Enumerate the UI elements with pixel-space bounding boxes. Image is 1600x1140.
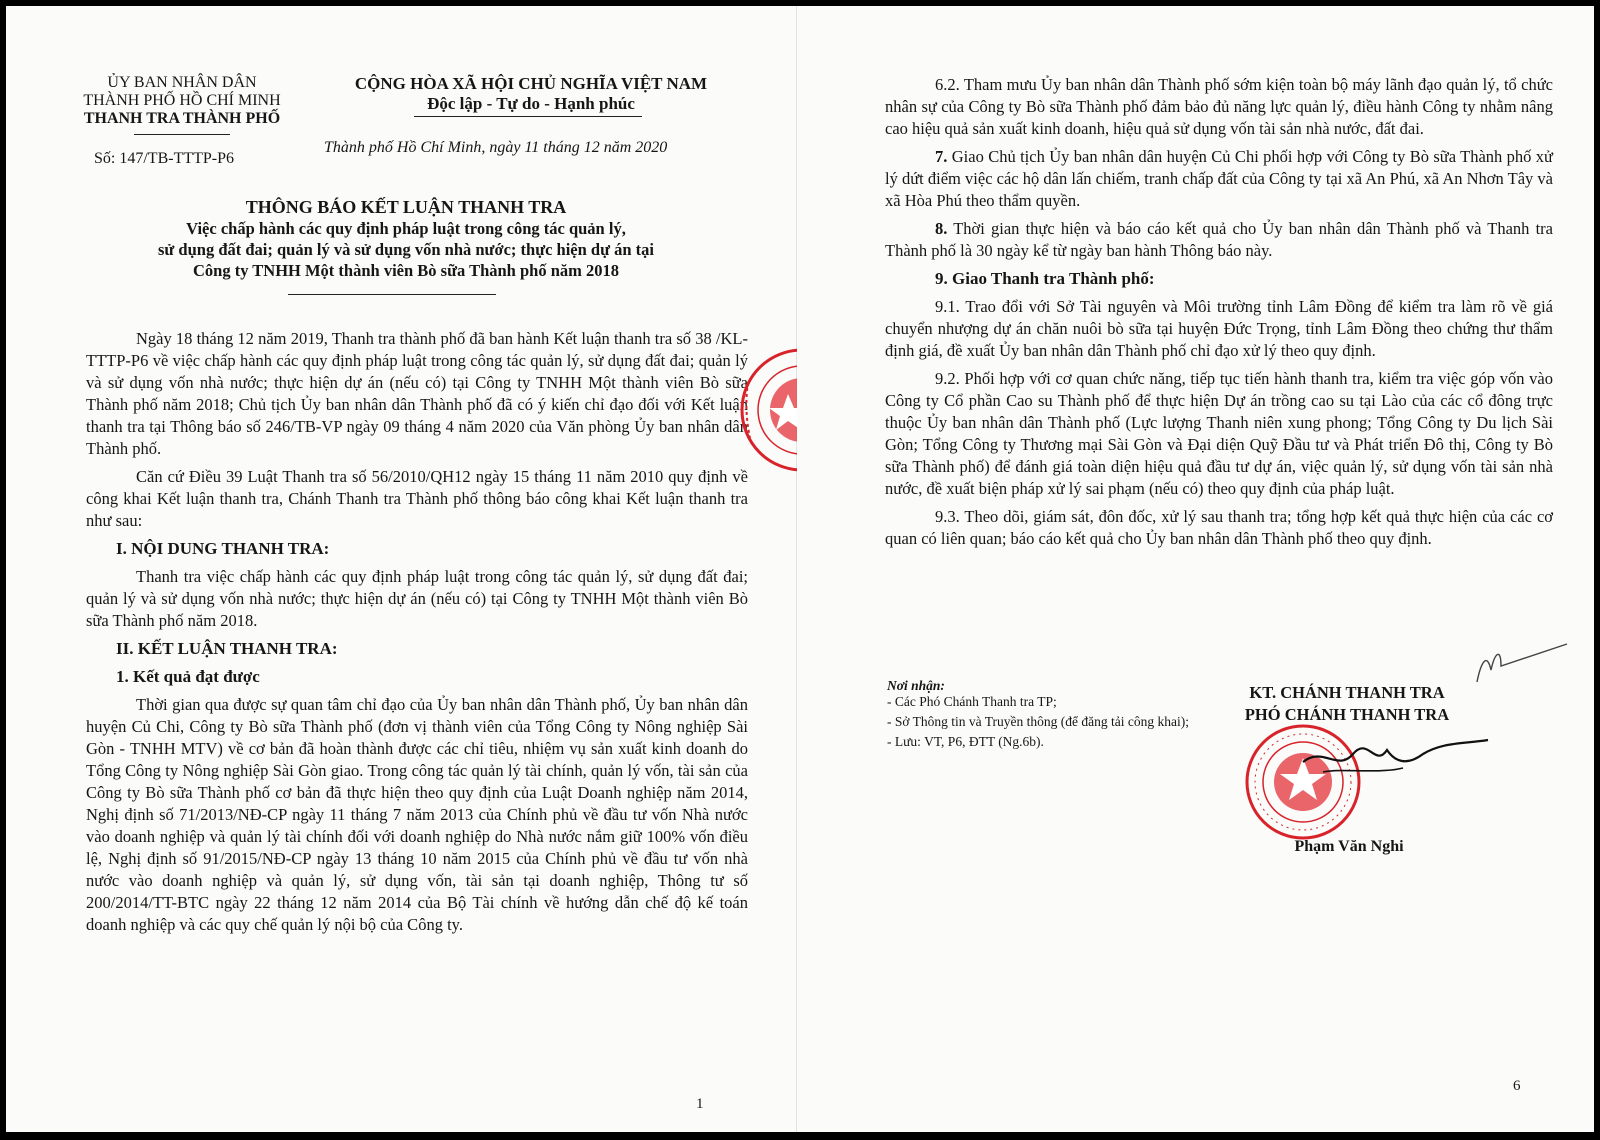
page-number-right: 6: [1513, 1078, 1521, 1094]
recipient-1: - Các Phó Chánh Thanh tra TP;: [887, 694, 1057, 709]
item-8: [885, 218, 1553, 262]
item-8-label: 8.: [935, 219, 948, 238]
official-seal-partial: [736, 342, 798, 478]
item-6-2: 6.2. Tham mưu Ủy ban nhân dân Thành phố sớm kiện toàn bộ máy lãnh đạo quản lý, tổ chức nhân sự của Công ty Bò sữa Thành phố đảm bảo đủ năng lực quản lý, điều hành Công ty nhằm nâng cao hiệu quả sản xuất kinh doanh, hiệu quả sử dụng vốn tài sản nhà nước, đất đai.: [885, 75, 1553, 138]
signer-title-2: PHÓ CHÁNH THANH TRA: [1244, 705, 1450, 724]
subtitle-line-3: Công ty TNHH Một thành viên Bò sữa Thành phố năm 2018: [192, 261, 620, 280]
country-name: CỘNG HÒA XÃ HỘI CHỦ NGHĨA VIỆT NAM: [354, 74, 708, 93]
org-underline: [134, 134, 230, 135]
issuing-organization: [68, 74, 296, 128]
recipients-block: [887, 678, 1197, 750]
org-line-3: THANH TRA THÀNH PHỐ: [83, 110, 281, 127]
document-title-block: [66, 196, 746, 281]
document-number: Số: 147/TB-TTTP-P6: [94, 150, 235, 167]
document-frame: [6, 6, 1594, 1132]
item-8-text: Thời gian thực hiện và báo cáo kết quả cho Ủy ban nhân dân Thành phố và Thanh tra Thành phố là 30 ngày kể từ ngày ban hành Thông báo này.: [885, 219, 1553, 260]
page-number-left: 1: [696, 1096, 704, 1112]
item-9-3: 9.3. Theo dõi, giám sát, đôn đốc, xử lý sau thanh tra; tổng hợp kết quả thực hiện của các cơ quan có liên quan; báo cáo kết quả cho Ủy ban nhân dân Thành phố theo quy định.: [885, 507, 1553, 548]
item-9-heading: 9. Giao Thanh tra Thành phố:: [935, 269, 1155, 288]
right-page: [797, 6, 1594, 1132]
title-underline: [288, 294, 496, 295]
recipient-3: - Lưu: VT, P6, ĐTT (Ng.6b).: [887, 734, 1044, 749]
date-line: Thành phố Hồ Chí Minh, ngày 11 tháng 12 năm 2020: [324, 139, 668, 156]
recipient-2: - Sở Thông tin và Truyền thông (để đăng tải công khai);: [887, 714, 1189, 729]
recipients-label: Nơi nhận:: [887, 678, 945, 693]
section-2-heading: II. KẾT LUẬN THANH TRA:: [116, 639, 338, 658]
item-7-text: Giao Chủ tịch Ủy ban nhân dân huyện Củ Chi phối hợp với Công ty Bò sữa Thành phố xử lý dứt điểm việc các hộ dân lấn chiếm, tranh chấp đất của Công ty tại xã An Phú, xã An Nhơn Tây và xã Hòa Phú theo thẩm quyền.: [885, 147, 1553, 210]
right-body: [885, 74, 1553, 556]
org-line-2: THÀNH PHỐ HỒ CHÍ MINH: [83, 92, 281, 109]
national-motto: Độc lập - Tự do - Hạnh phúc: [427, 94, 635, 113]
subtitle-line-1: Việc chấp hành các quy định pháp luật trong công tác quản lý,: [186, 219, 626, 238]
item-7: [885, 146, 1553, 212]
signer-name: Phạm Văn Nghi: [1294, 838, 1404, 855]
item-7-label: 7.: [935, 147, 948, 166]
initials-mark: [1471, 642, 1571, 692]
section-1-heading: I. NỘI DUNG THANH TRA:: [116, 539, 330, 558]
signer-title-1: KT. CHÁNH THANH TRA: [1249, 683, 1445, 702]
org-line-1: ỦY BAN NHÂN DÂN: [107, 74, 257, 91]
document-title: THÔNG BÁO KẾT LUẬN THANH TRA: [245, 197, 567, 217]
item-9-1: 9.1. Trao đổi với Sở Tài nguyên và Môi trường tỉnh Lâm Đồng để kiểm tra làm rõ về giá chuyển nhượng dự án chăn nuôi bò sữa tại huyện Đức Trọng, tỉnh Lâm Đồng theo chứng thư thẩm định giá, đề xuất Ủy ban nhân dân Thành phố chỉ đạo xử lý theo quy định.: [885, 297, 1553, 360]
subtitle-line-2: sử dụng đất đai; quản lý và sử dụng vốn nhà nước; thực hiện dự án tại: [157, 240, 655, 259]
national-header: [316, 74, 746, 114]
motto-underline: [414, 116, 642, 117]
handwritten-signature: [1283, 728, 1493, 798]
subsection-1-heading: 1. Kết quả đạt được: [116, 667, 260, 686]
left-body: [86, 328, 748, 942]
intro-paragraph-2: Căn cứ Điều 39 Luật Thanh tra số 56/2010/QH12 ngày 15 tháng 11 năm 2010 quy định về công khai Kết luận thanh tra, Chánh Thanh tra Thành phố thông báo công khai Kết luận thanh tra như sau:: [86, 467, 748, 530]
left-page: [6, 6, 797, 1132]
item-9-2: 9.2. Phối hợp với cơ quan chức năng, tiếp tục tiến hành thanh tra, kiểm tra việc góp vốn vào Công ty Cổ phần Cao su Thành phố để thực hiện Dự án trồng cao su tại Lào của các cổ đông trực thuộc Ủy ban nhân dân Thành phố (Lực lượng Thanh niên xung phong; Tổng Công ty Du lịch Sài Gòn; Tổng Công ty Thương mại Sài Gòn và Đại diện Quỹ Đầu tư và Phát triển Đô thị, Công ty Bò sữa Thành phố) để đánh giá toàn diện hiệu quả đầu tư dự án, việc quản lý, sử dụng vốn tài sản nhà nước, đề xuất biện pháp xử lý sai phạm (nếu có) theo quy định của pháp luật.: [885, 369, 1553, 498]
section-1-text: Thanh tra việc chấp hành các quy định pháp luật trong công tác quản lý, sử dụng đất đai; quản lý và sử dụng vốn nhà nước; thực hiện dự án (nếu có) tại Công ty TNHH Một thành viên Bò sữa Thành phố năm 2018.: [86, 567, 748, 630]
results-paragraph: Thời gian qua được sự quan tâm chỉ đạo của Ủy ban nhân dân Thành phố, Ủy ban nhân dân huyện Củ Chi, Công ty Bò sữa Thành phố (đơn vị thành viên của Tổng Công ty Nông nghiệp Sài Gòn - TNHH MTV) về cơ bản đã hoàn thành được các chỉ tiêu, nhiệm vụ sản xuất kinh doanh do Tổng Công ty Nông nghiệp Sài Gòn giao. Trong công tác quản lý tài chính, quản lý vốn, tài sản của Công ty Bò sữa Thành phố cơ bản đã thực hiện theo quy định của Luật Doanh nghiệp năm 2014, Nghị định số 71/2013/NĐ-CP ngày 11 tháng 7 năm 2013 của Chính phủ về đầu tư vốn Nhà nước vào doanh nghiệp và quản lý tài chính đối với doanh nghiệp do Nhà nước nắm giữ 100% vốn điều lệ, Nghị định số 91/2015/NĐ-CP ngày 13 tháng 10 năm 2015 của Chính phủ về đầu tư vốn nhà nước vào doanh nghiệp và quản lý, sử dụng vốn, tài sản tại doanh nghiệp, Thông tư số 200/2014/TT-BTC ngày 22 tháng 12 năm 2014 của Bộ Tài chính về hướng dẫn chế độ kế toán doanh nghiệp và các quy chế quản lý nội bộ của Công ty.: [86, 695, 748, 934]
intro-paragraph-1: Ngày 18 tháng 12 năm 2019, Thanh tra thành phố đã ban hành Kết luận thanh tra số 38 /KL-TTTP-P6 về việc chấp hành các quy định pháp luật trong công tác quản lý, sử dụng đất đai; quản lý và sử dụng vốn nhà nước; thực hiện dự án (nếu có) tại Công ty TNHH Một thành viên Bò sữa Thành phố năm 2018; Chủ tịch Ủy ban nhân dân Thành phố đã có ý kiến chỉ đạo đối với Kết luận thanh tra tại Thông báo số 246/TB-VP ngày 09 tháng 4 năm 2020 của Văn phòng Ủy ban nhân dân Thành phố.: [86, 329, 748, 458]
signer-titles: [1217, 682, 1477, 726]
